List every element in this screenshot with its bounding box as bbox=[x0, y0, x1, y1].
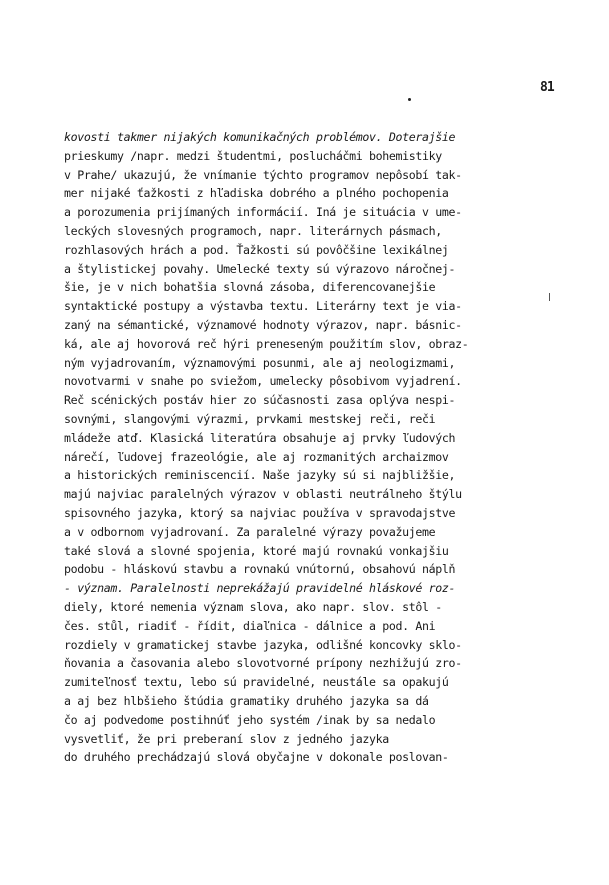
text-line: vysvetliť, že pri preberaní slov z jedného jazyka bbox=[64, 731, 389, 746]
text-line: čo aj podvedome postihnúť jeho systém /inak by sa nedalo bbox=[64, 712, 436, 727]
text-line: podobu - hláskovú stavbu a rovnakú vnútornú, obsahovú náplň bbox=[64, 562, 456, 577]
text-line: diely, ktoré nemenia význam slova, ako napr. slov. stôl - bbox=[64, 599, 442, 614]
text-line: sovnými, slangovými výrazmi, prvkami mestskej reči, reči bbox=[64, 411, 436, 426]
text-line: a v odbornom vyjadrovaní. Za paralelné výrazy považujeme bbox=[64, 524, 436, 539]
text-line: v Prahe/ ukazujú, že vnímanie týchto programov nepôsobí tak- bbox=[64, 167, 462, 182]
text-line: zumiteľnosť textu, lebo sú pravidelné, neustále sa opakujú bbox=[64, 675, 449, 690]
text-line: čes. stůl, riadiť - řídit, diaľnica - dálnice a pod. Ani bbox=[64, 618, 436, 633]
text-line: zaný na sémantické, významové hodnoty výrazov, napr. básnic- bbox=[64, 317, 462, 332]
text-line: mládeže atď. Klasická literatúra obsahuje aj prvky ľudových bbox=[64, 430, 456, 445]
text-line: leckých slovesných programoch, napr. literárnych pásmach, bbox=[64, 223, 442, 238]
text-line: novotvarmi v snahe po sviežom, umelecky pôsobivom vyjadrení. bbox=[64, 374, 462, 389]
text-line: nárečí, ľudovej frazeológie, ale aj rozmanitých archaizmov bbox=[64, 449, 449, 464]
text-line: ká, ale aj hovorová reč hýri preneseným použitím slov, obraz- bbox=[64, 336, 469, 351]
text-line: a historických reminiscencií. Naše jazyky sú si najbližšie, bbox=[64, 468, 456, 483]
text-line: rozdiely v gramatickej stavbe jazyka, odlišné koncovky sklo- bbox=[64, 637, 462, 652]
text-line: a porozumenia prijímaných informácií. Iná je situácia v ume- bbox=[64, 205, 462, 220]
stray-dot-mark bbox=[408, 98, 411, 101]
text-line: mer nijaké ťažkosti z hľadiska dobrého a plného pochopenia bbox=[64, 186, 449, 201]
text-line: kovosti takmer nijakých komunikačných problémov. Doterajšie bbox=[64, 130, 456, 144]
text-line: a aj bez hlbšieho štúdia gramatiky druhého jazyka sa dá bbox=[64, 693, 429, 708]
text-line: do druhého prechádzajú slová obyčajne v dokonale poslovan- bbox=[64, 750, 449, 765]
text-line: majú najviac paralelných výrazov v oblasti neutrálneho štýlu bbox=[64, 487, 462, 502]
text-line: Reč scénických postáv hier zo súčasnosti zasa oplýva nespi- bbox=[64, 393, 456, 408]
text-line: a štylistickej povahy. Umelecké texty sú výrazovo náročnej- bbox=[64, 261, 456, 276]
text-line: syntaktické postupy a výstavba textu. Literárny text je via- bbox=[64, 299, 462, 314]
text-line: spisovného jazyka, ktorý sa najviac používa v spravodajstve bbox=[64, 505, 456, 520]
text-line: ným vyjadrovaním, významovými posunmi, ale aj neologizmami, bbox=[64, 355, 456, 370]
text-line: ňovania a časovania alebo slovotvorné prípony nezhižujú zro- bbox=[64, 656, 462, 671]
body-text bbox=[64, 128, 554, 767]
text-line: prieskumy /napr. medzi študentmi, poslucháčmi bohemistiky bbox=[64, 148, 442, 163]
text-line: rozhlasových hrách a pod. Ťažkosti sú povôčšine lexikálnej bbox=[64, 242, 449, 257]
page-number: 81 bbox=[540, 80, 554, 95]
text-line: šie, je v nich bohatšia slovná zásoba, diferencovanejšie bbox=[64, 280, 436, 295]
text-line: - význam. Paralelnosti neprekážajú pravidelné hláskové roz- bbox=[64, 581, 456, 596]
text-line: také slová a slovné spojenia, ktoré majú rovnakú vonkajšiu bbox=[64, 543, 449, 558]
